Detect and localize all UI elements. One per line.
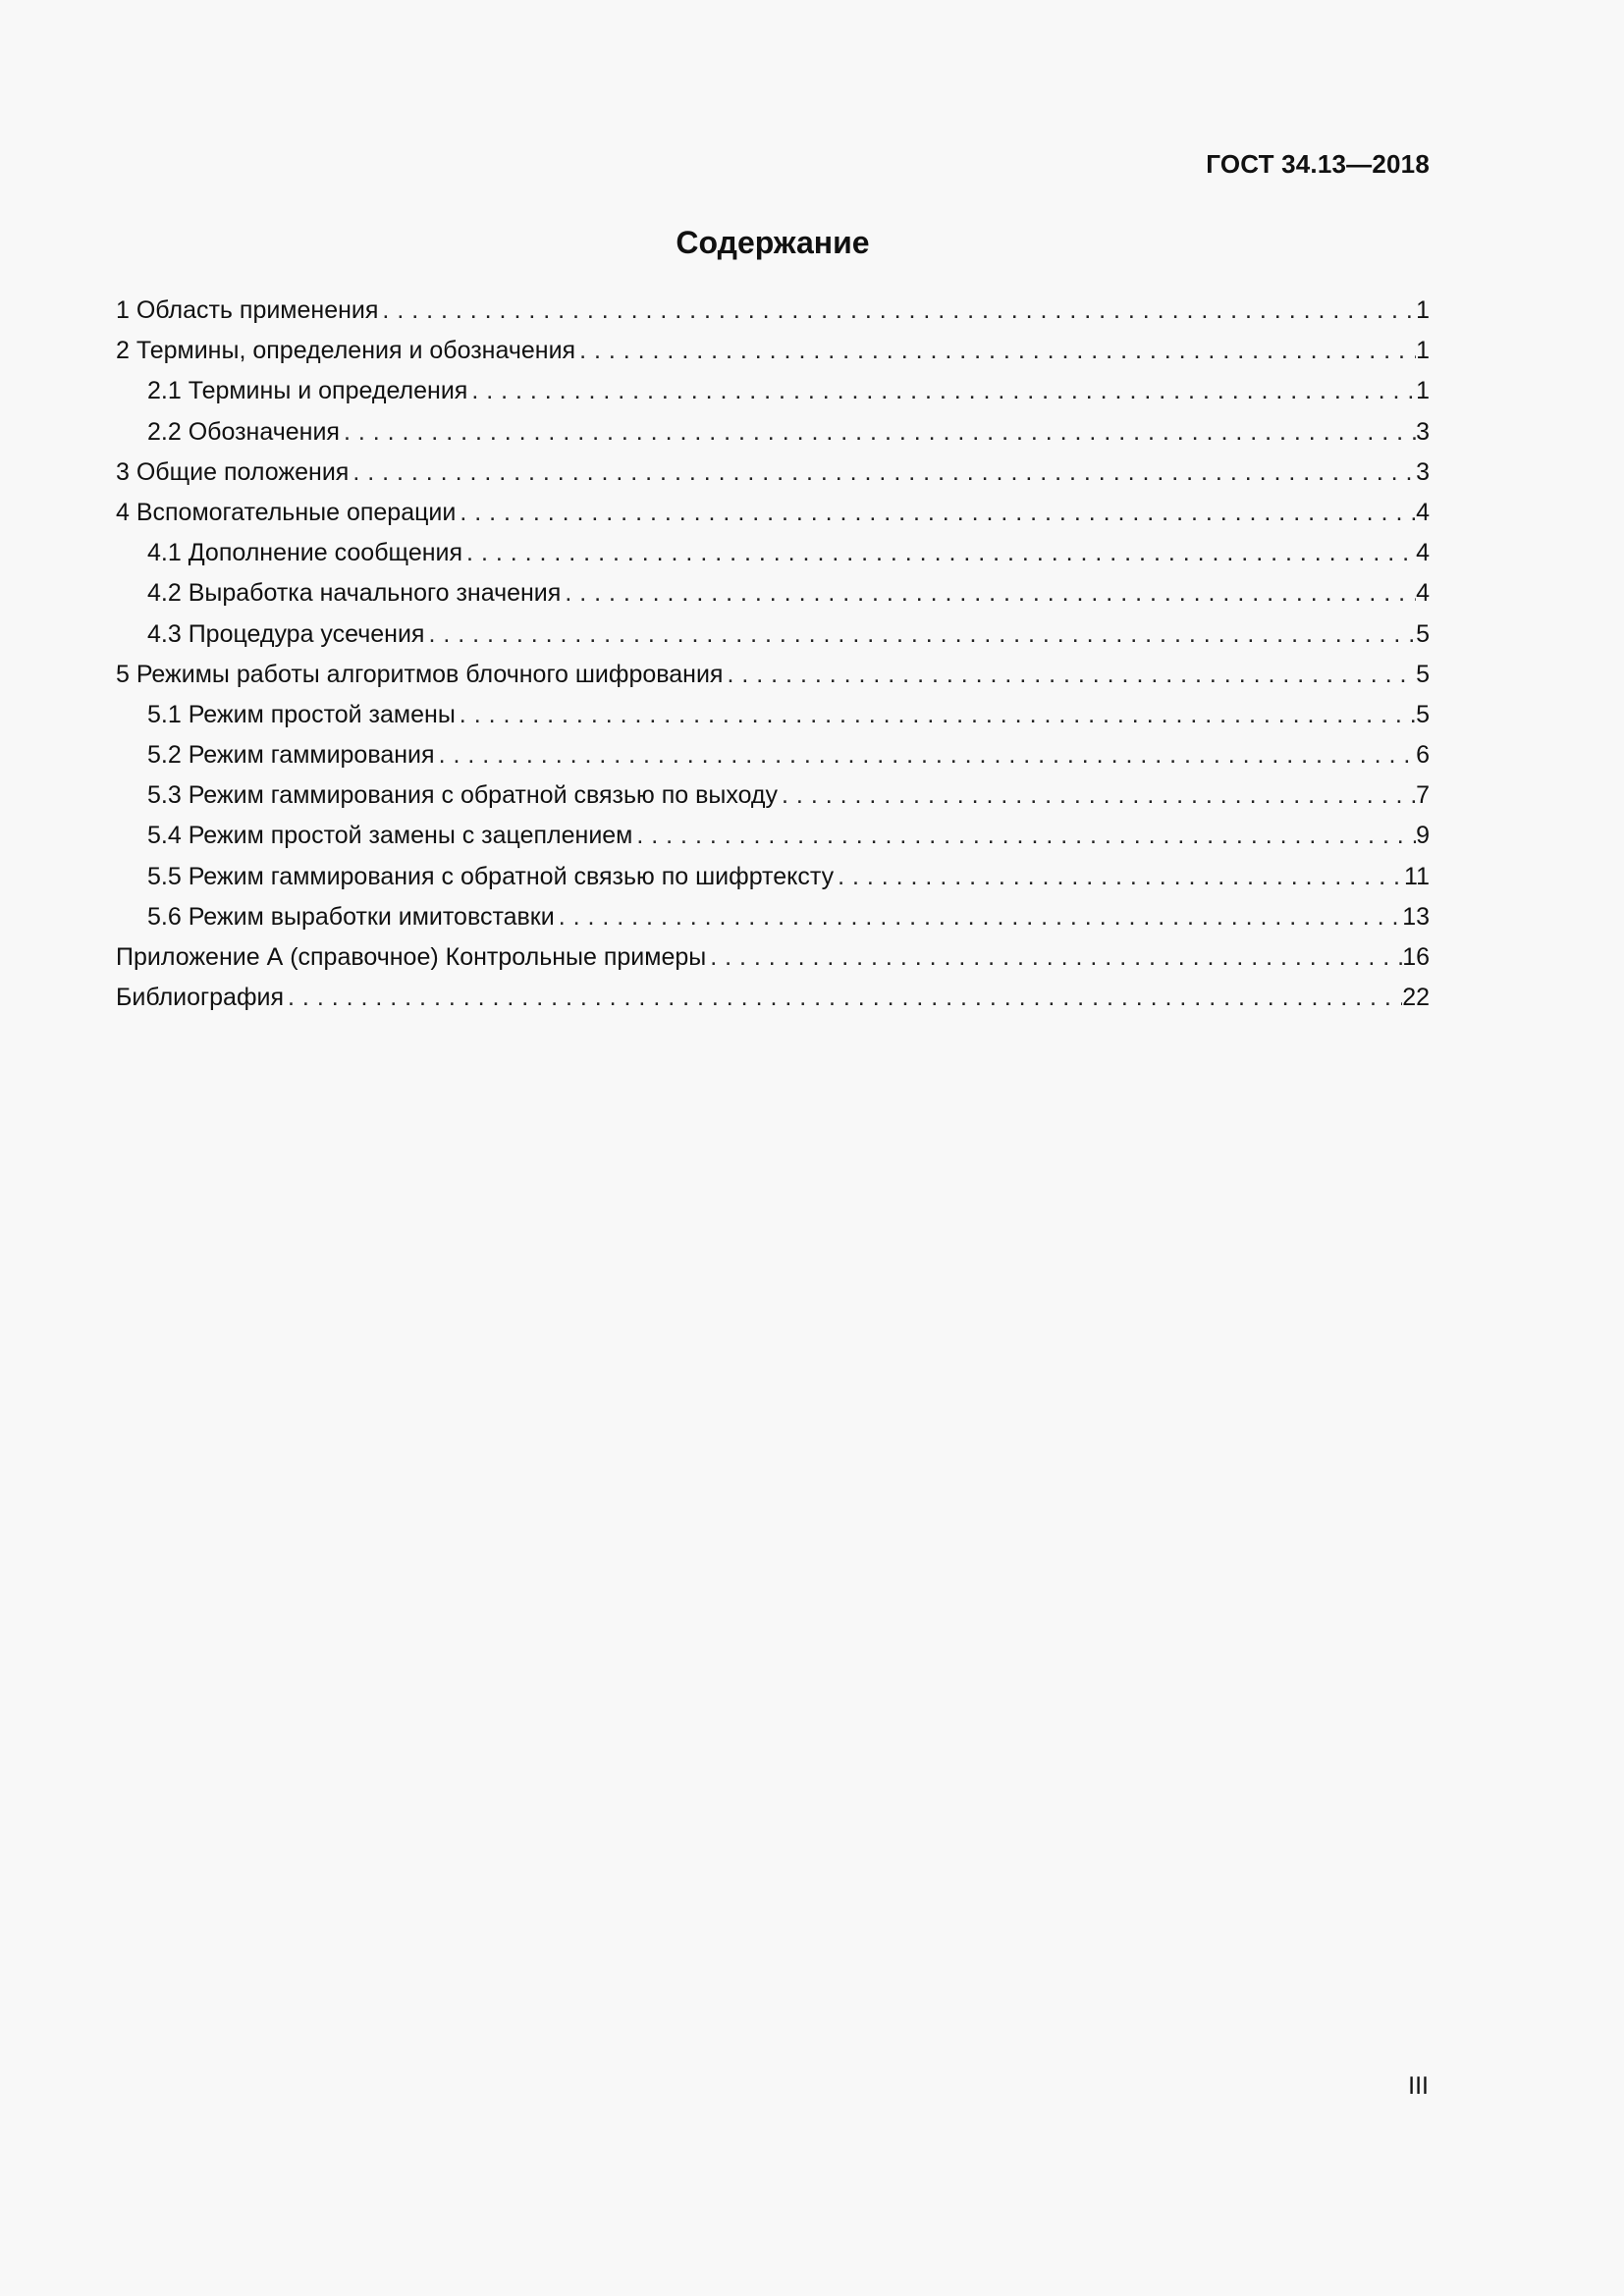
toc-dot-leader	[467, 371, 1416, 411]
toc-dot-leader	[555, 897, 1402, 937]
toc-entry-5-3[interactable]	[116, 775, 1430, 816]
toc-dot-leader	[284, 978, 1402, 1018]
document-code: ГОСТ 34.13—2018	[1206, 149, 1430, 179]
toc-entry-page: 11	[1404, 862, 1430, 890]
toc-entry-appendix-a[interactable]	[116, 937, 1430, 978]
toc-entry-label: 4.1 Дополнение сообщения	[147, 539, 463, 567]
toc-entry-5-6[interactable]	[116, 897, 1430, 937]
toc-entry-page: 1	[1416, 337, 1430, 365]
toc-dot-leader	[456, 493, 1416, 533]
toc-entry-page: 6	[1416, 741, 1430, 770]
toc-dot-leader	[561, 573, 1416, 614]
toc-dot-leader	[340, 412, 1416, 453]
toc-entry-5-4[interactable]	[116, 816, 1430, 856]
toc-entry-2-1[interactable]	[116, 371, 1430, 411]
toc-entry-label: 4.2 Выработка начального значения	[147, 579, 562, 608]
toc-entry-label: 5 Режимы работы алгоритмов блочного шифрования	[116, 660, 724, 688]
toc-dot-leader	[778, 775, 1416, 816]
toc-entry-page: 5	[1416, 660, 1430, 688]
toc-entry-label: 5.2 Режим гаммирования	[147, 741, 435, 770]
toc-entry-page: 4	[1416, 539, 1430, 567]
toc-entry-label: 5.4 Режим простой замены с зацеплением	[147, 822, 633, 850]
toc-entry-page: 4	[1416, 498, 1430, 526]
toc-title: Содержание	[676, 225, 870, 260]
table-of-contents	[116, 291, 1430, 1018]
toc-entry-label: 2.2 Обозначения	[147, 417, 340, 446]
toc-dot-leader	[575, 331, 1416, 371]
toc-dot-leader	[632, 816, 1416, 856]
toc-entry-label: 2.1 Термины и определения	[147, 377, 468, 405]
toc-entry-page: 5	[1416, 700, 1430, 728]
toc-entry-label: Приложение А (справочное) Контрольные примеры	[116, 943, 707, 971]
toc-entry-page: 13	[1402, 902, 1430, 931]
toc-entry-page: 5	[1416, 619, 1430, 648]
toc-entry-5-2[interactable]	[116, 735, 1430, 775]
toc-entry-page: 16	[1402, 943, 1430, 971]
toc-entry-label: 5.1 Режим простой замены	[147, 700, 456, 728]
toc-entry-label: 2 Термины, определения и обозначения	[116, 337, 576, 365]
toc-entry-4-3[interactable]	[116, 614, 1430, 655]
toc-entry-page: 7	[1416, 781, 1430, 810]
toc-entry-page: 9	[1416, 822, 1430, 850]
toc-entry-5-1[interactable]	[116, 695, 1430, 735]
toc-entry-2[interactable]	[116, 331, 1430, 371]
toc-entry-page: 3	[1416, 457, 1430, 486]
toc-entry-page: 1	[1416, 377, 1430, 405]
toc-entry-1[interactable]	[116, 291, 1430, 331]
toc-dot-leader	[435, 735, 1416, 775]
toc-entry-page: 1	[1416, 296, 1430, 324]
toc-entry-label: 3 Общие положения	[116, 457, 350, 486]
toc-entry-5-5[interactable]	[116, 857, 1430, 897]
toc-entry-3[interactable]	[116, 453, 1430, 493]
toc-dot-leader	[834, 857, 1404, 897]
toc-entry-label: 5.3 Режим гаммирования с обратной связью по выходу	[147, 781, 779, 810]
toc-entry-4-2[interactable]	[116, 573, 1430, 614]
toc-entry-page: 4	[1416, 579, 1430, 608]
toc-entry-label: 1 Область применения	[116, 296, 379, 324]
toc-entry-4-1[interactable]	[116, 533, 1430, 573]
toc-entry-5[interactable]	[116, 655, 1430, 695]
toc-dot-leader	[456, 695, 1416, 735]
page-number: III	[1408, 2072, 1429, 2100]
toc-entry-label: 4 Вспомогательные операции	[116, 498, 457, 526]
toc-entry-bibliography[interactable]	[116, 978, 1430, 1018]
toc-dot-leader	[378, 291, 1416, 331]
toc-entry-label: Библиография	[116, 984, 285, 1012]
toc-entry-2-2[interactable]	[116, 412, 1430, 453]
toc-dot-leader	[462, 533, 1416, 573]
toc-entry-4[interactable]	[116, 493, 1430, 533]
toc-dot-leader	[349, 453, 1416, 493]
toc-entry-page: 3	[1416, 417, 1430, 446]
toc-entry-page: 22	[1402, 984, 1430, 1012]
toc-entry-label: 5.6 Режим выработки имитовставки	[147, 902, 555, 931]
toc-dot-leader	[706, 937, 1402, 978]
toc-dot-leader	[424, 614, 1416, 655]
toc-entry-label: 4.3 Процедура усечения	[147, 619, 425, 648]
toc-entry-label: 5.5 Режим гаммирования с обратной связью по шифртексту	[147, 862, 835, 890]
toc-dot-leader	[723, 655, 1416, 695]
